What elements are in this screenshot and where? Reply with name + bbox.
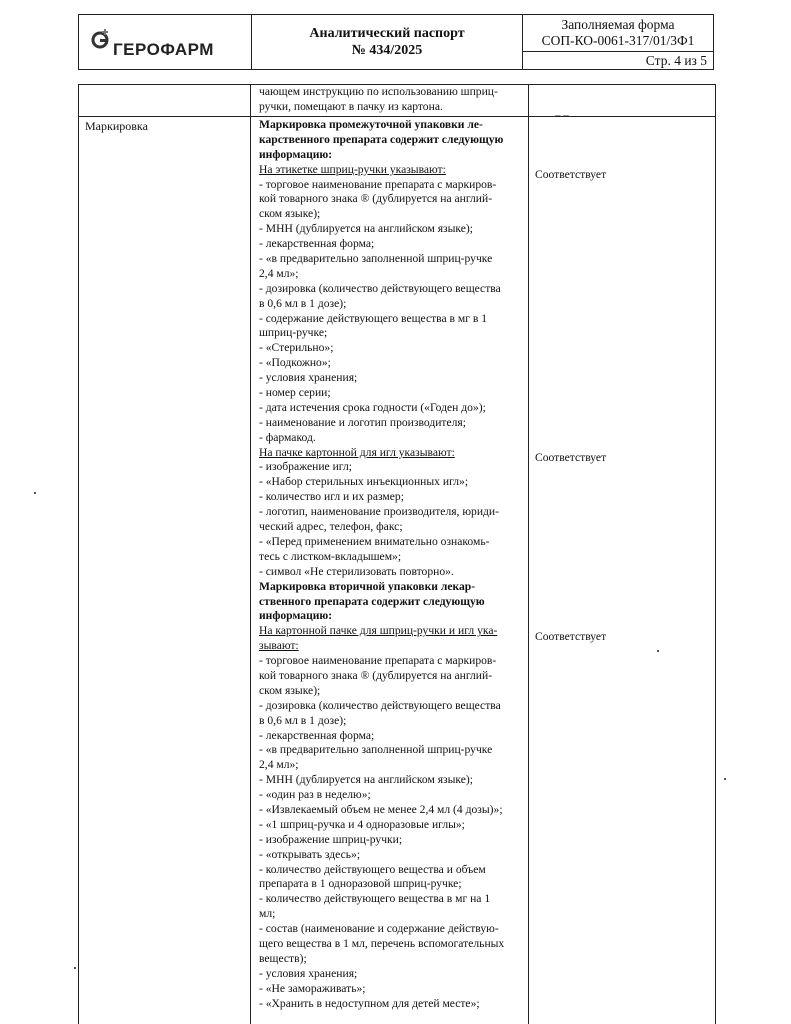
text-line: тесь с листком-вкладышем»; [259, 549, 402, 563]
text-line: - символ «Не стерилизовать повторно». [259, 564, 454, 578]
text-line: - «в предварительно заполненной шприц-ручке [259, 743, 493, 757]
text-line: кой товарного знака ® (дублируется на англий- [259, 192, 493, 206]
document-title-block [252, 15, 523, 69]
result-status: Соответствует [535, 167, 607, 181]
continued-text [259, 85, 605, 115]
company-logo [79, 15, 252, 69]
text-line: На этикетке шприц-ручки указывают: [259, 162, 446, 176]
text-line: - условия хранения; [259, 371, 358, 385]
text-line: 2,4 мл»; [259, 758, 299, 772]
document-number: № 434/2025 [351, 43, 423, 58]
analysis-table [78, 84, 716, 1024]
text-line: веществ); [259, 951, 307, 965]
text-line: На пачке картонной для игл указывают: [259, 445, 455, 459]
text-line: - наименование и логотип производителя; [259, 415, 466, 429]
text-line: - «1 шприц-ручка и 4 одноразовые иглы»; [259, 817, 465, 831]
text-line: - изображение шприц-ручки; [259, 832, 403, 846]
text-line: - «открывать здесь»; [259, 847, 361, 861]
row-label-marking: Маркировка [85, 119, 148, 133]
company-logo-icon [91, 27, 111, 51]
text-line: - торговое наименование препарата с маркиров- [259, 177, 497, 191]
document-title: Аналитический паспорт [309, 26, 465, 41]
text-line: - лекарственная форма; [259, 237, 375, 251]
text-line: - дозировка (количество действующего вещества [259, 698, 501, 712]
text-line: На картонной пачке для шприц-ручки и игл ука- [259, 624, 498, 638]
marking-requirements [259, 118, 605, 1011]
text-line: - дата истечения срока годности («Годен до»); [259, 400, 486, 414]
text-line: - МНН (дублируется на английском языке); [259, 222, 473, 236]
text-line: в 0,6 мл в 1 дозе); [259, 296, 347, 310]
text-line: кой товарного знака ® (дублируется на англий- [259, 668, 493, 682]
text-line: ручки, помещают в пачку из картона. [259, 99, 443, 113]
text-line: - номер серии; [259, 386, 331, 400]
text-line: ском языке); [259, 683, 321, 697]
text-line: - фармакод. [259, 430, 316, 444]
text-line: 2,4 мл»; [259, 266, 299, 280]
form-info [523, 15, 713, 69]
text-line: препарата в 1 одноразовой шприц-ручке; [259, 877, 462, 891]
text-line: - «Извлекаемый объем не менее 2,4 мл (4 дозы)»; [259, 802, 503, 816]
text-line: зывают: [259, 639, 299, 653]
result-status: Соответствует [535, 450, 607, 464]
text-line: - торговое наименование препарата с маркиров- [259, 654, 497, 668]
text-line: шприц-ручке; [259, 326, 328, 340]
text-line: - количество действующего вещества в мг на 1 [259, 892, 491, 906]
text-line: Маркировка промежуточной упаковки ле- [259, 118, 483, 131]
text-line: - «Хранить в недоступном для детей месте»; [259, 996, 480, 1010]
page-number: Стр. 4 из 5 [645, 53, 707, 68]
form-label: Заполняемая форма [561, 17, 675, 32]
text-line: - дозировка (количество действующего вещества [259, 281, 501, 295]
dash-mark: _ _ [555, 105, 569, 117]
text-line: ческий адрес, телефон, факс; [259, 520, 403, 534]
text-line: - условия хранения; [259, 966, 358, 980]
text-line: - содержание действующего вещества в мг в 1 [259, 311, 488, 325]
result-status: Соответствует [535, 629, 607, 643]
text-line: - изображение игл; [259, 460, 352, 474]
text-line: - «Перед применением внимательно ознакомь- [259, 534, 490, 548]
text-line: - «Подкожно»; [259, 356, 331, 370]
text-line: чающем инструкцию по использованию шприц- [259, 85, 498, 98]
text-line: информацию: [259, 609, 333, 623]
text-line: - «один раз в неделю»; [259, 788, 371, 802]
text-line: мл; [259, 907, 276, 921]
text-line: информацию: [259, 147, 333, 161]
text-line: - МНН (дублируется на английском языке); [259, 773, 473, 787]
text-line: - «в предварительно заполненной шприц-ручке [259, 252, 493, 266]
text-line: карственного препарата содержит следующую [259, 132, 504, 146]
text-line: - «Не замораживать»; [259, 981, 366, 995]
text-line: Маркировка вторичной упаковки лекар- [259, 579, 476, 593]
text-line: - логотип, наименование производителя, юриди- [259, 505, 499, 519]
document-header [78, 14, 714, 70]
text-line: ственного препарата содержит следующую [259, 594, 485, 608]
form-code: СОП-КО-0061-317/01/3Ф1 [541, 33, 695, 48]
text-line: щего вещества в 1 мл, перечень вспомогательных [259, 936, 505, 950]
text-line: ском языке); [259, 207, 321, 221]
text-line: - «Набор стерильных инъекционных игл»; [259, 475, 469, 489]
text-line: в 0,6 мл в 1 дозе); [259, 713, 347, 727]
text-line: - состав (наименование и содержание действую- [259, 922, 499, 936]
text-line: - количество действующего вещества и объем [259, 862, 486, 876]
text-line: - количество игл и их размер; [259, 490, 404, 504]
text-line: - лекарственная форма; [259, 728, 375, 742]
company-name: ГЕРОФАРМ [113, 40, 214, 59]
text-line: - «Стерильно»; [259, 341, 334, 355]
